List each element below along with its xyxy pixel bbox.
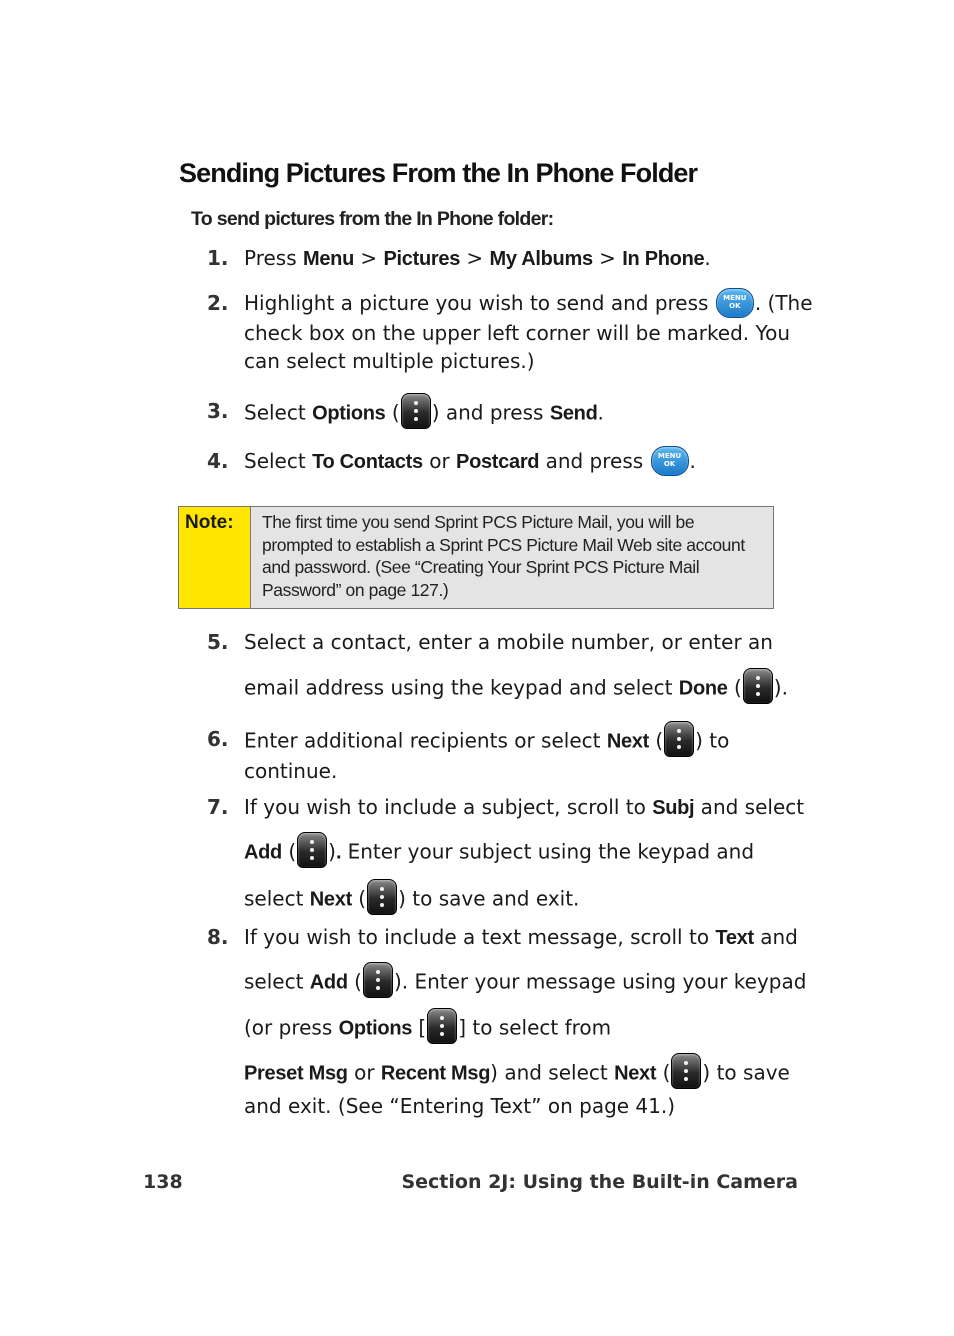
step-text (244, 399, 604, 429)
softkey-icon (664, 721, 694, 757)
text: ) to save (702, 1060, 790, 1085)
key-label: MENU (723, 293, 747, 302)
menu-term: Menu (303, 248, 355, 270)
menu-ok-key-icon (716, 288, 754, 318)
softkey-icon (427, 1008, 457, 1044)
text: and press (539, 449, 650, 473)
next-term: Next (614, 1062, 657, 1085)
next-term: Next (309, 888, 352, 911)
key-label: OK (663, 459, 676, 468)
softkey-icon (743, 668, 773, 704)
text: . (689, 449, 696, 473)
text: Highlight a picture you wish to send and press (244, 291, 715, 315)
text: ). Enter your message using your keypad (393, 969, 807, 994)
step-number: 1. (207, 246, 229, 270)
softkey-icon (297, 832, 327, 868)
step-text (244, 1014, 611, 1044)
options-term: Options (312, 402, 386, 425)
text: ). (773, 675, 788, 700)
step-text: Select a contact, enter a mobile number, or enter an (244, 630, 773, 654)
step-text (244, 674, 788, 704)
step-number: 4. (207, 449, 229, 473)
text: . (597, 400, 604, 425)
text: [ (412, 1015, 427, 1040)
text: If you wish to include a subject, scroll to (244, 795, 653, 819)
procedure-heading: To send pictures from the In Phone folder: (191, 208, 554, 230)
note-label: Note: (179, 507, 251, 608)
text: ) to save and exit. (398, 886, 580, 911)
step-number: 2. (207, 291, 229, 315)
pictures-term: Pictures (383, 248, 461, 270)
step-text: can select multiple pictures.) (244, 349, 535, 373)
add-term: Add (244, 841, 282, 864)
send-term: Send (549, 402, 598, 425)
recent-msg-term: Recent Msg (380, 1062, 491, 1085)
text-term: Text (715, 927, 754, 949)
step-text (244, 291, 813, 318)
step-text (244, 795, 804, 820)
to-contacts-term: To Contacts (312, 451, 423, 473)
step-number: 5. (207, 630, 229, 654)
postcard-term: Postcard (456, 451, 540, 473)
text: ) to (695, 728, 730, 753)
softkey-icon (367, 879, 397, 915)
step-text: check box on the upper left corner will be marked. You (244, 321, 790, 345)
text: Press (244, 246, 303, 270)
step-text (244, 925, 798, 950)
softkey-icon (671, 1053, 701, 1089)
text: If you wish to include a text message, scroll to (244, 925, 716, 949)
text: or (422, 449, 457, 473)
step-text (244, 968, 806, 998)
text: ( (656, 1060, 671, 1085)
text: select (244, 969, 310, 994)
step-text (244, 246, 711, 271)
key-label: MENU (657, 451, 682, 460)
section-title: Section 2J: Using the Built-in Camera (401, 1171, 798, 1193)
text: > (460, 246, 490, 270)
next-term: Next (606, 730, 649, 753)
step-text (244, 885, 579, 915)
text: > (592, 246, 623, 270)
text: Select (244, 449, 313, 473)
step-number: 7. (207, 795, 229, 819)
text: ( (385, 400, 400, 425)
text: ) (328, 839, 336, 864)
text: . (335, 841, 342, 864)
step-text: and exit. (See “Entering Text” on page 41.) (244, 1094, 676, 1118)
my-albums-term: My Albums (489, 248, 593, 270)
add-term: Add (309, 971, 348, 994)
menu-ok-key-icon (651, 446, 689, 476)
softkey-icon (401, 393, 431, 429)
text: . (704, 246, 711, 270)
step-number: 3. (207, 399, 229, 423)
step-text: continue. (244, 759, 338, 783)
text: ] to select from (458, 1015, 612, 1040)
text: ) and select (490, 1060, 615, 1085)
in-phone-term: In Phone (622, 248, 705, 270)
step-text (244, 727, 729, 757)
step-text (244, 838, 754, 868)
text: ) and press (431, 400, 550, 425)
text: email address using the keypad and select (244, 675, 679, 700)
text: > (354, 246, 384, 270)
text: (or press (244, 1015, 339, 1040)
text: ( (347, 969, 362, 994)
options-term: Options (338, 1017, 413, 1040)
step-number: 6. (207, 727, 229, 751)
key-label: OK (729, 301, 741, 310)
page-title: Sending Pictures From the In Phone Folder (179, 158, 698, 188)
softkey-icon (363, 962, 393, 998)
text: and (753, 925, 798, 949)
text: Enter your subject using the keypad and (341, 839, 755, 864)
text: Select (244, 400, 313, 425)
subj-term: Subj (652, 797, 695, 819)
step-text (244, 1059, 790, 1089)
note-text: The first time you send Sprint PCS Picture Mail, you will be prompted to establish a Sprint PCS Picture Mail Web site account and password. (See “Creating Your Sprint PCS Picture Mail Password” on page 127.) (251, 507, 773, 608)
preset-msg-term: Preset Msg (244, 1062, 348, 1085)
text: ( (351, 886, 367, 911)
step-number: 8. (207, 925, 229, 949)
text: and select (694, 795, 805, 819)
text: . (The (754, 291, 813, 315)
text: ( (727, 675, 742, 700)
text: Enter additional recipients or select (244, 728, 607, 753)
done-term: Done (678, 677, 728, 700)
note-box (178, 506, 774, 609)
text: select (244, 886, 310, 911)
page-number: 138 (143, 1171, 183, 1193)
text: or (347, 1060, 381, 1085)
step-text (244, 449, 696, 476)
text: ( (281, 839, 297, 864)
text: ( (648, 728, 664, 753)
